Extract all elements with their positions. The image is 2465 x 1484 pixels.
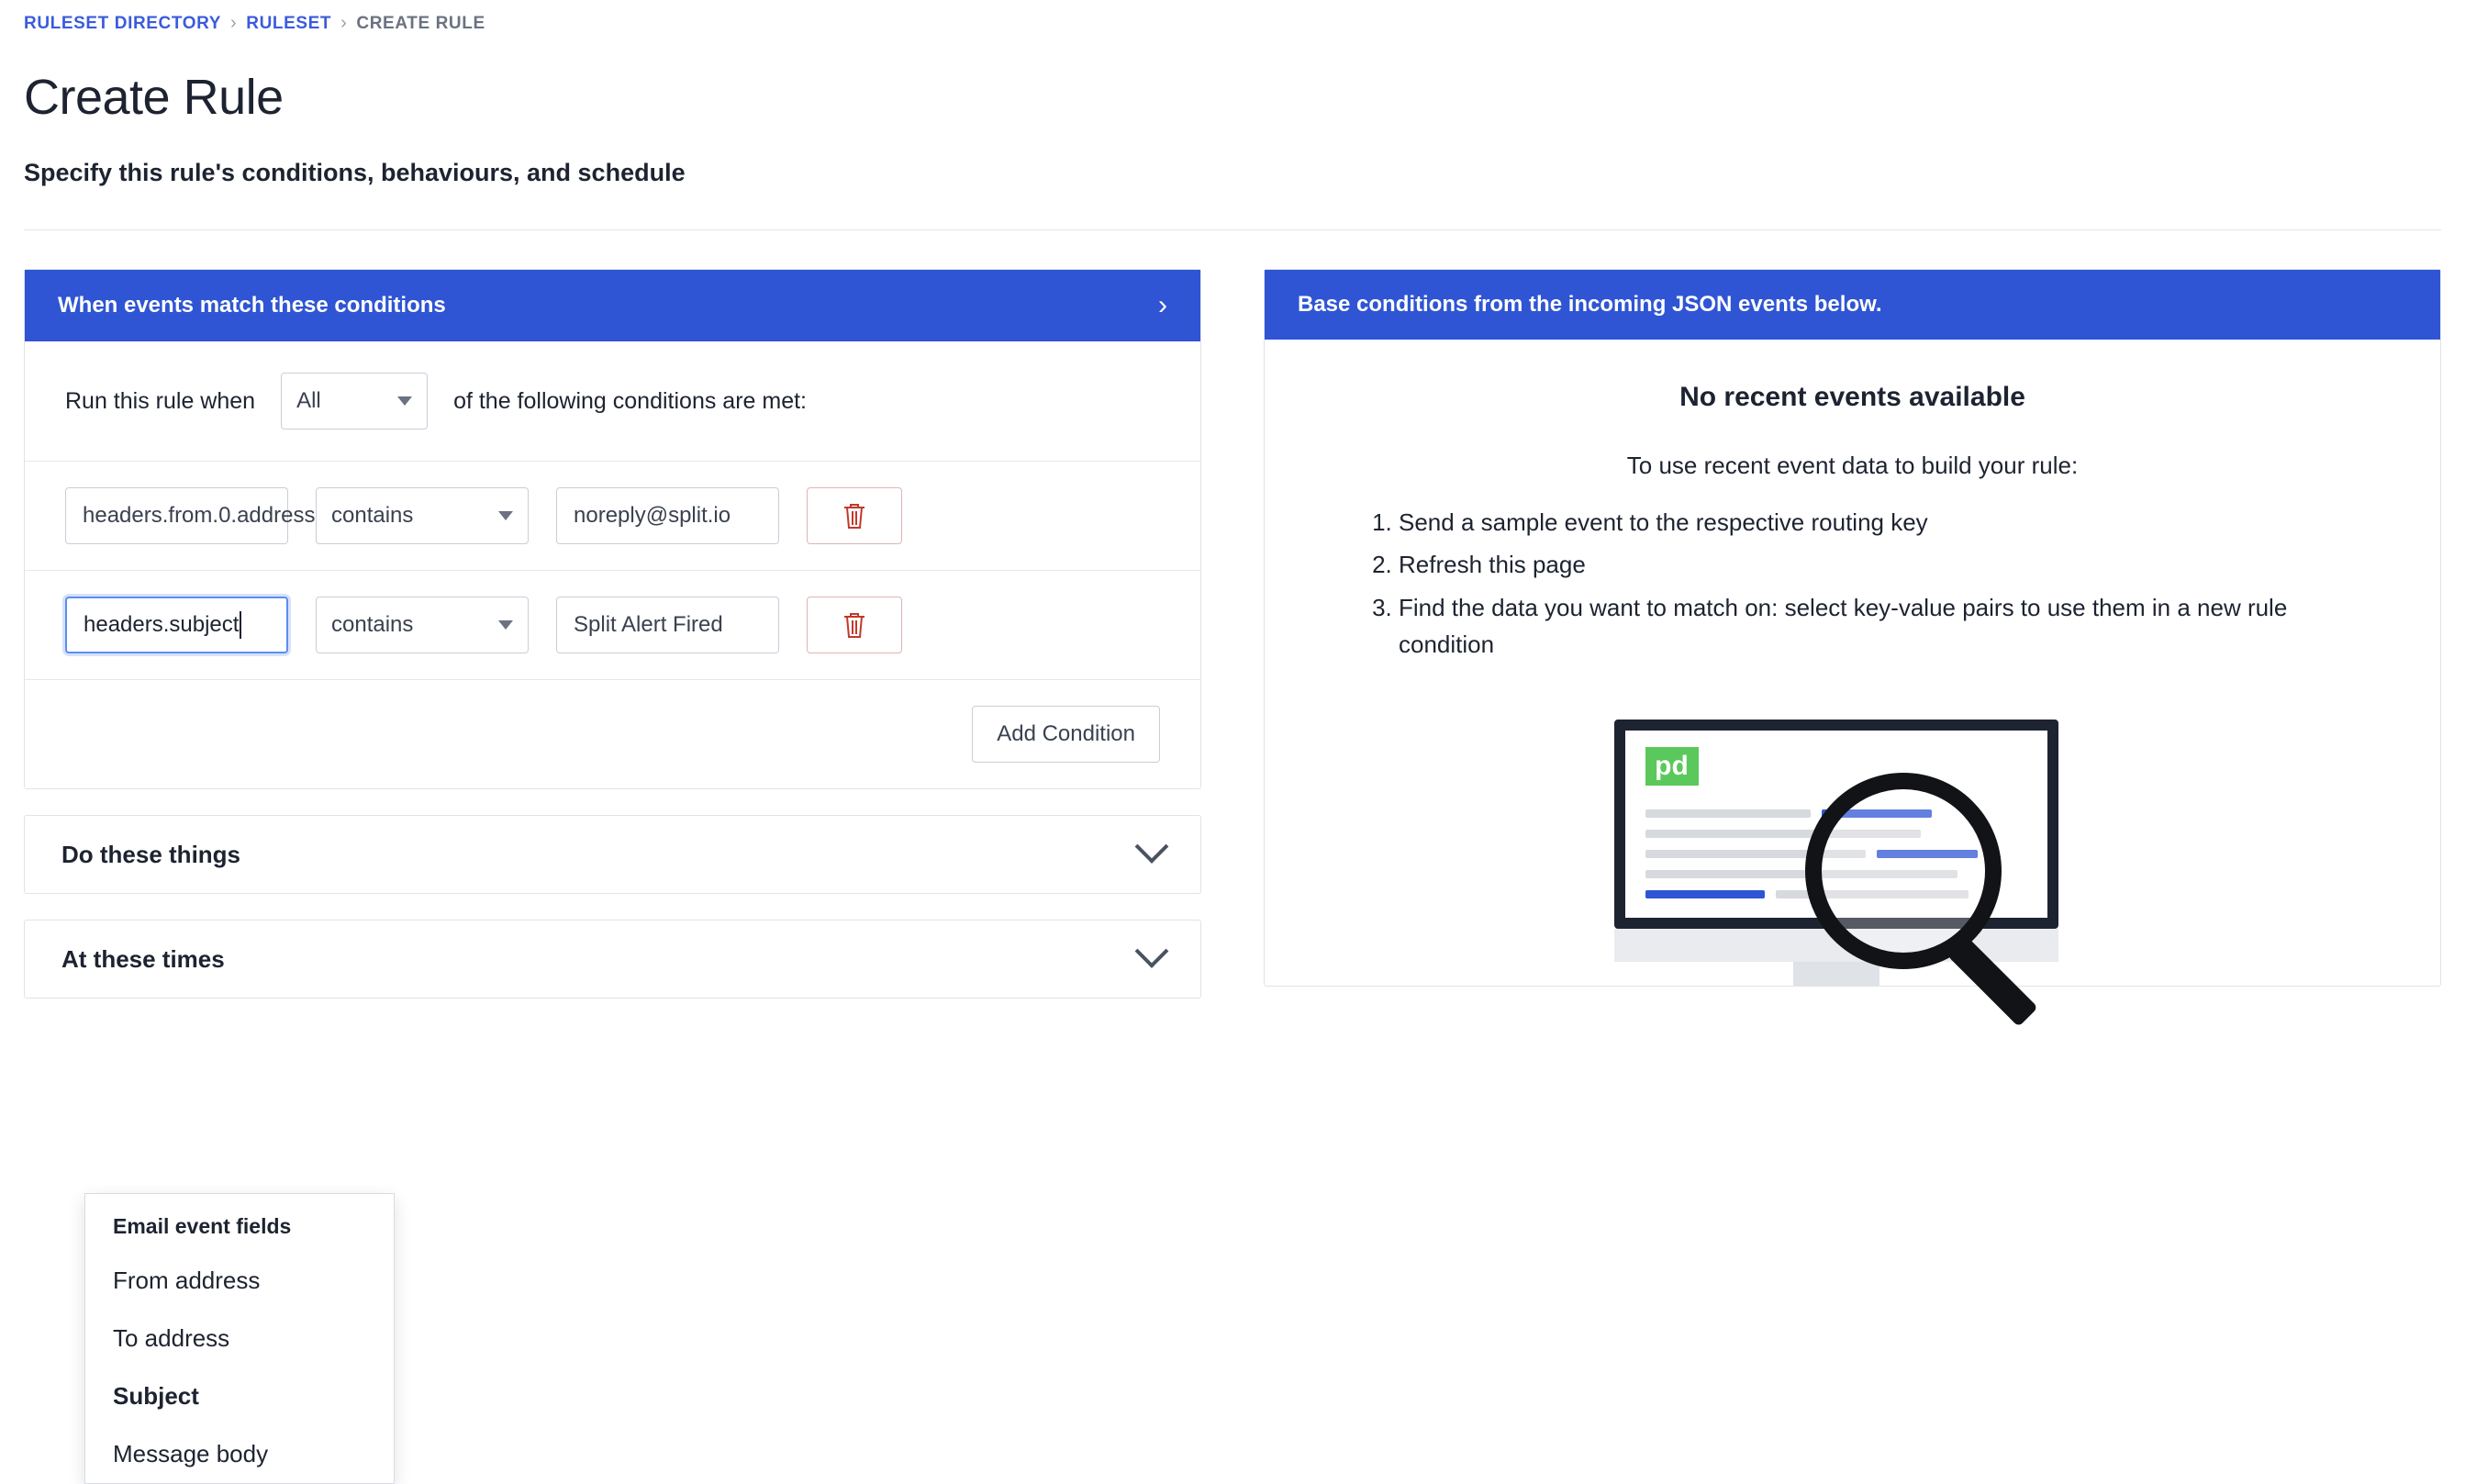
right-column	[1264, 269, 2441, 999]
events-card	[1264, 269, 2441, 987]
trash-icon	[842, 610, 867, 640]
condition-field-text: headers.subject	[84, 612, 240, 637]
pd-logo: pd	[1645, 747, 1699, 786]
section-do-these-things[interactable]	[24, 815, 1201, 894]
condition-value-input[interactable]: Split Alert Fired	[556, 597, 779, 653]
section-do-these-things-label: Do these things	[61, 840, 241, 868]
condition-row	[25, 462, 1200, 571]
no-events-intro: To use recent event data to build your rule:	[1626, 452, 2079, 479]
chevron-down-icon	[498, 620, 513, 630]
match-mode-value: All	[296, 388, 321, 413]
header-divider	[24, 229, 2441, 230]
delete-condition-button[interactable]	[807, 597, 902, 653]
breadcrumb-item-ruleset-directory[interactable]: RULESET DIRECTORY	[24, 13, 221, 33]
events-card-header	[1265, 270, 2440, 340]
condition-operator-select[interactable]	[316, 487, 529, 544]
events-card-title: Base conditions from the incoming JSON events below.	[1298, 292, 1882, 317]
field-autocomplete-dropdown	[84, 1193, 395, 1484]
empty-state-illustration	[1596, 720, 2110, 986]
doc-line-blue	[1645, 890, 1765, 898]
delete-condition-button[interactable]	[807, 487, 902, 544]
condition-row	[25, 571, 1200, 680]
conditions-card-title: When events match these conditions	[58, 293, 446, 318]
autocomplete-group-label: Email event fields	[113, 1214, 292, 1238]
autocomplete-option-message-body[interactable]: Message body	[113, 1440, 269, 1467]
page-subtitle: Specify this rule's conditions, behaviours, and schedule	[24, 159, 686, 186]
list-item: 1. Send a sample event to the respective routing key	[1399, 504, 2348, 541]
add-condition-button[interactable]: Add Condition	[972, 706, 1160, 763]
text-caret	[240, 611, 241, 639]
no-events-steps	[1375, 504, 2385, 663]
breadcrumb-separator-icon-2: ›	[340, 13, 348, 33]
section-at-these-times-label: At these times	[61, 944, 225, 973]
left-column	[24, 269, 1201, 1467]
chevron-right-icon[interactable]: ›	[1158, 290, 1167, 320]
monitor-neck	[1793, 962, 1879, 986]
events-card-body	[1265, 340, 2440, 986]
conditions-card-header[interactable]	[25, 270, 1200, 341]
condition-operator-value: contains	[331, 503, 414, 528]
condition-field-input-focused[interactable]	[65, 597, 288, 653]
list-item: 3. Find the data you want to match on: select key-value pairs to use them in a new rule condition	[1399, 589, 2348, 664]
conditions-card	[24, 269, 1201, 789]
page-title: Create Rule	[24, 70, 284, 125]
breadcrumb-item-ruleset[interactable]: RULESET	[246, 13, 332, 33]
section-at-these-times[interactable]	[24, 920, 1201, 999]
autocomplete-option-from-address[interactable]: From address	[113, 1266, 261, 1294]
autocomplete-option-to-address[interactable]: To address	[113, 1324, 230, 1352]
match-mode-select[interactable]	[281, 373, 428, 430]
no-events-title: No recent events available	[1679, 382, 2025, 412]
conditions-card-body	[25, 341, 1200, 788]
run-when-prefix-label: Run this rule when	[65, 387, 256, 414]
breadcrumb-separator-icon: ›	[230, 13, 238, 33]
condition-field-input[interactable]: headers.from.0.address	[65, 487, 288, 544]
run-when-row	[25, 341, 1200, 462]
chevron-down-icon	[397, 396, 412, 406]
condition-operator-select[interactable]	[316, 597, 529, 653]
add-condition-row	[25, 680, 1200, 788]
doc-line	[1645, 809, 1811, 818]
autocomplete-option-subject[interactable]: Subject	[113, 1382, 199, 1410]
chevron-down-icon[interactable]	[1135, 934, 1169, 968]
chevron-down-icon	[498, 511, 513, 520]
list-item: 2. Refresh this page	[1399, 546, 2348, 583]
content-columns	[24, 269, 2441, 1467]
chevron-down-icon[interactable]	[1135, 830, 1169, 864]
breadcrumb-item-create-rule: CREATE RULE	[356, 13, 485, 33]
breadcrumb	[24, 0, 2441, 34]
magnifier-icon	[1805, 773, 2002, 969]
condition-value-input[interactable]: noreply@split.io	[556, 487, 779, 544]
condition-operator-value: contains	[331, 612, 414, 637]
trash-icon	[842, 501, 867, 530]
run-when-suffix-label: of the following conditions are met:	[453, 387, 807, 414]
